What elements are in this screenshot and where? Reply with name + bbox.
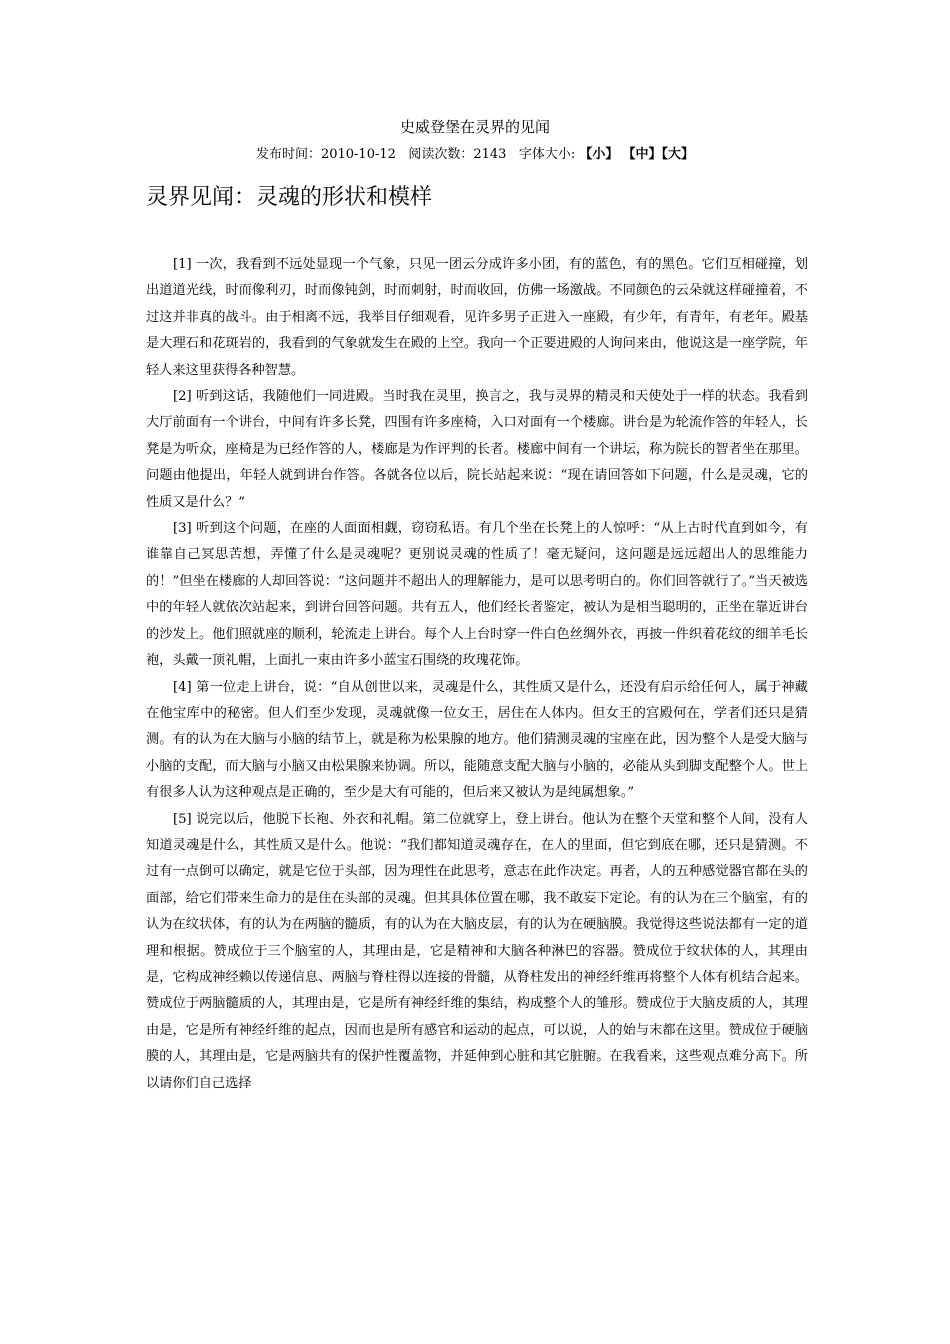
article-body: [146, 252, 808, 1097]
reads-count: 2143: [473, 147, 507, 162]
document-title: 史威登堡在灵界的见闻: [399, 118, 550, 136]
font-size-large-link[interactable]: 【大】: [661, 147, 695, 162]
published-label: 发布时间：: [255, 147, 321, 162]
paragraph: [1] 一次，我看到不远处显现一个气象，只见一团云分成许多小团，有的蓝色，有的黑色。它们互相碰撞，划出道道光线，时而像利刃，时而像钝剑，时而刺射，时而收回，仿佛一场激战。不同颜色的云朵就这样碰撞着，不过这并非真的战斗。由于相离不远，我举目仔细观看，见许多男子正进入一座殿，有少年，有青年，有老年。殿基是大理石和花斑岩的，我看到的气象就发生在殿的上空。我向一个正要进殿的人询问来由，他说这是一座学院，年轻人来这里获得各种智慧。: [146, 257, 808, 378]
font-size-medium-link[interactable]: 【中】: [622, 147, 662, 162]
font-size-label: 字体大小:: [518, 147, 576, 162]
paragraph: [4] 第一位走上讲台，说：“自从创世以来，灵魂是什么，其性质又是什么，还没有启示给任何人，属于神藏在他宝库中的秘密。但人们至少发现，灵魂就像一位女王，居住在人体内。但女王的宫殿何在，学者们还只是猜测。有的认为在大脑与小脑的结节上，就是称为松果腺的地方。他们猜测灵魂的宝座在此，因为整个人是受大脑与小脑的支配，而大脑与小脑又由松果腺来协调。所以，能随意支配大脑与小脑的，必能从头到脚支配整个人。世上有很多人认为这种观点是正确的，至少是大有可能的，但后来又被认为是纯属想象。”: [146, 679, 808, 801]
reads-label: 阅读次数：: [408, 147, 474, 162]
paragraph: [2] 听到这话，我随他们一同进殿。当时我在灵里，换言之，我与灵界的精灵和天使处于一样的状态。我看到大厅前面有一个讲台，中间有许多长凳，四围有许多座椅，入口对面有一个楼廊。讲台是为轮流作答的年轻人，长凳是为听众，座椅是为已经作答的人，楼廊是为作评判的长者。楼廊中间有一个讲坛，称为院长的智者坐在那里。问题由他提出，年轻人就到讲台作答。各就各位以后，院长站起来说：“现在请回答如下问题，什么是灵魂，它的性质又是什么？”: [146, 389, 808, 510]
article-heading: 灵界见闻：灵魂的形状和模样: [146, 185, 433, 210]
article-meta: [0, 145, 950, 165]
paragraph: [3] 听到这个问题，在座的人面面相觑，窃窃私语。有几个坐在长凳上的人惊呼：“从上古时代直到如今，有谁靠自己冥思苦想，弄懂了什么是灵魂呢？更别说灵魂的性质了！毫无疑问，这问题是远远超出人的思维能力的！”但坐在楼廊的人却回答说：“这问题并不超出人的理解能力，是可以思考明白的。你们回答就行了。”当天被选中的年轻人就依次站起来，到讲台回答问题。共有五人，他们经长者鉴定，被认为是相当聪明的，正坐在靠近讲台的沙发上。他们照就座的顺利，轮流走上讲台。每个人上台时穿一件白色丝绸外衣，再披一件织着花纹的细羊毛长袍，头戴一顶礼帽，上面扎一束由许多小蓝宝石围绕的玫瑰花饰。: [146, 521, 808, 669]
font-size-small-link[interactable]: 【小】: [579, 147, 619, 162]
published-date: 2010-10-12: [320, 147, 396, 162]
paragraph: [5] 说完以后，他脱下长袍、外衣和礼帽。第二位就穿上，登上讲台。他认为在整个天堂和整个人间，没有人知道灵魂是什么，其性质又是什么。他说：“我们都知道灵魂存在，在人的里面，但它到底在哪，还只是猜测。不过有一点倒可以确定，就是它位于头部，因为理性在此思考，意志在此作决定。再者，人的五种感觉器官都在头的面部，给它们带来生命力的是住在头部的灵魂。但其具体位置在哪，我不敢妄下定论。有的认为在三个脑室，有的认为在纹状体，有的认为在两脑的髓质，有的认为在大脑皮层，有的认为在硬脑膜。我觉得这些说法都有一定的道理和根据。赞成位于三个脑室的人，其理由是，它是精神和大脑各种淋巴的容器。赞成位于纹状体的人，其理由是，它构成神经赖以传递信息、两脑与脊柱得以连接的骨髓，从脊柱发出的神经纤维再将整个人体有机结合起来。赞成位于两脑髓质的人，其理由是，它是所有神经纤维的集结，构成整个人的雏形。赞成位于大脑皮质的人，其理由是，它是所有神经纤维的起点，因而也是所有感官和运动的起点，可以说，人的始与末都在这里。赞成位于硬脑膜的人，其理由是，它是两脑共有的保护性覆盖物，并延伸到心脏和其它脏腑。在我看来，这些观点难分高下。所以请你们自己选择: [146, 811, 808, 1091]
